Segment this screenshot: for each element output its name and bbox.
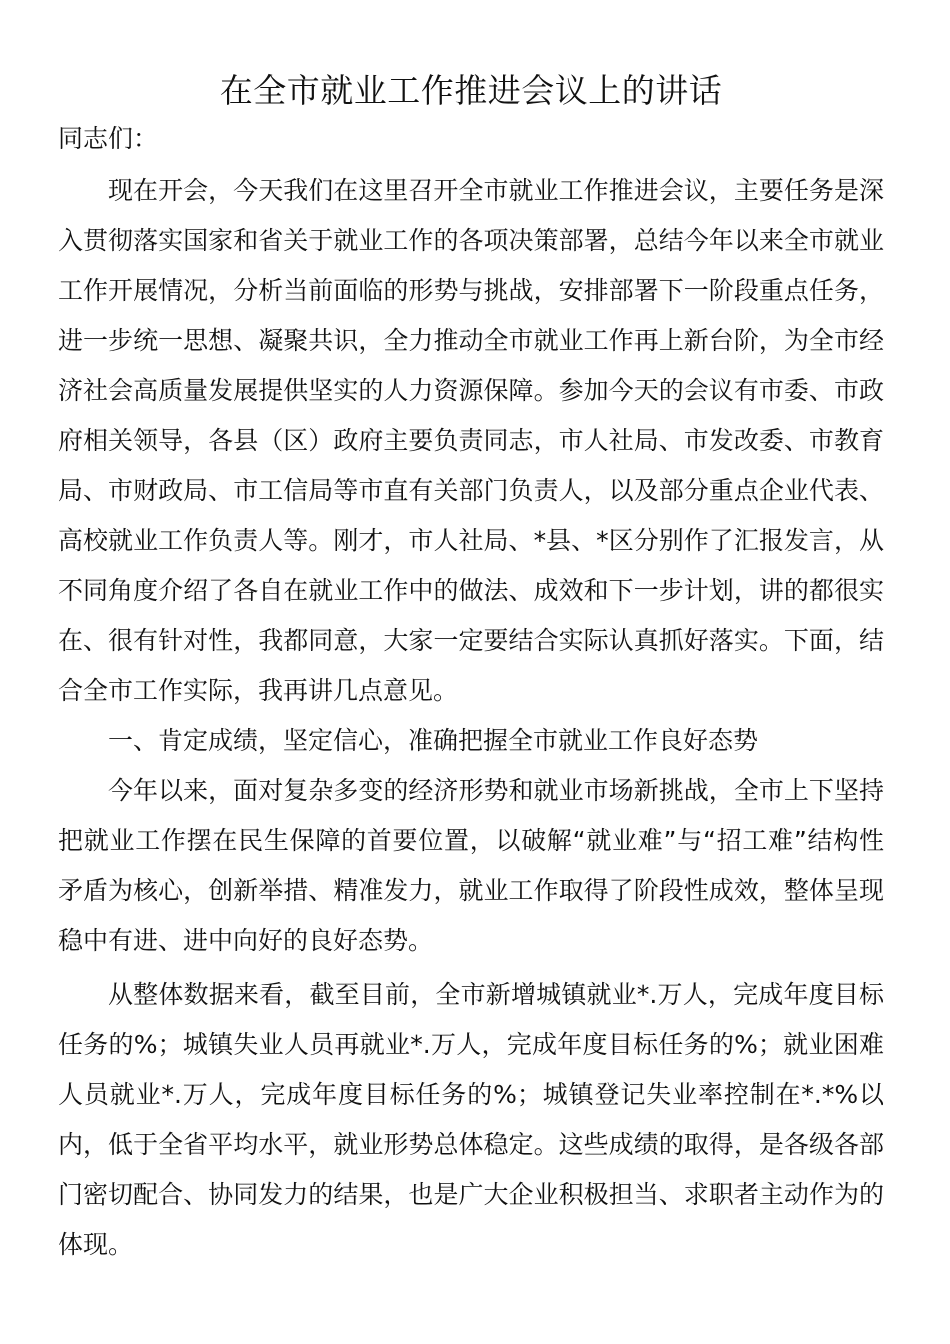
document-title: 在全市就业工作推进会议上的讲话 (219, 71, 723, 110)
section-paragraph-2: 从整体数据来看，截至目前，全市新增城镇就业*.万人，完成年度目标任务的%；城镇失业人员再就业*.万人，完成年度目标任务的%；就业困难人员就业*.万人，完成年度目标任务的%；城镇登记失业率控制在*.*%以内，低于全省平均水平，就业形势总体稳定。这些成绩的取得，是各级各部门密切配合、协同发力的结果，也是广大企业积极担当、求职者主动作为的体现。 (58, 980, 884, 1259)
section-heading: 一、肯定成绩，坚定信心，准确把握全市就业工作良好态势 (108, 726, 759, 755)
salutation: 同志们： (58, 124, 159, 153)
opening-paragraph: 现在开会，今天我们在这里召开全市就业工作推进会议，主要任务是深入贯彻落实国家和省关于就业工作的各项决策部署，总结今年以来全市就业工作开展情况，分析当前面临的形势与挑战，安排部署下一阶段重点任务，进一步统一思想、凝聚共识，全力推动全市就业工作再上新台阶，为全市经济社会高质量发展提供坚实的人力资源保障。参加今天的会议有市委、市政府相关领导，各县（区）政府主要负责同志，市人社局、市发改委、市教育局、市财政局、市工信局等市直有关部门负责人，以及部分重点企业代表、高校就业工作负责人等。刚才，市人社局、*县、*区分别作了汇报发言，从不同角度介绍了各自在就业工作中的做法、成效和下一步计划，讲的都很实在、很有针对性，我都同意，大家一定要结合实际认真抓好落实。下面，结合全市工作实际，我再讲几点意见。 (58, 176, 884, 705)
section-paragraph-1: 今年以来，面对复杂多变的经济形势和就业市场新挑战，全市上下坚持把就业工作摆在民生保障的首要位置，以破解“就业难”与“招工难”结构性矛盾为核心，创新举措、精准发力，就业工作取得了阶段性成效，整体呈现稳中有进、进中向好的良好态势。 (58, 776, 884, 955)
